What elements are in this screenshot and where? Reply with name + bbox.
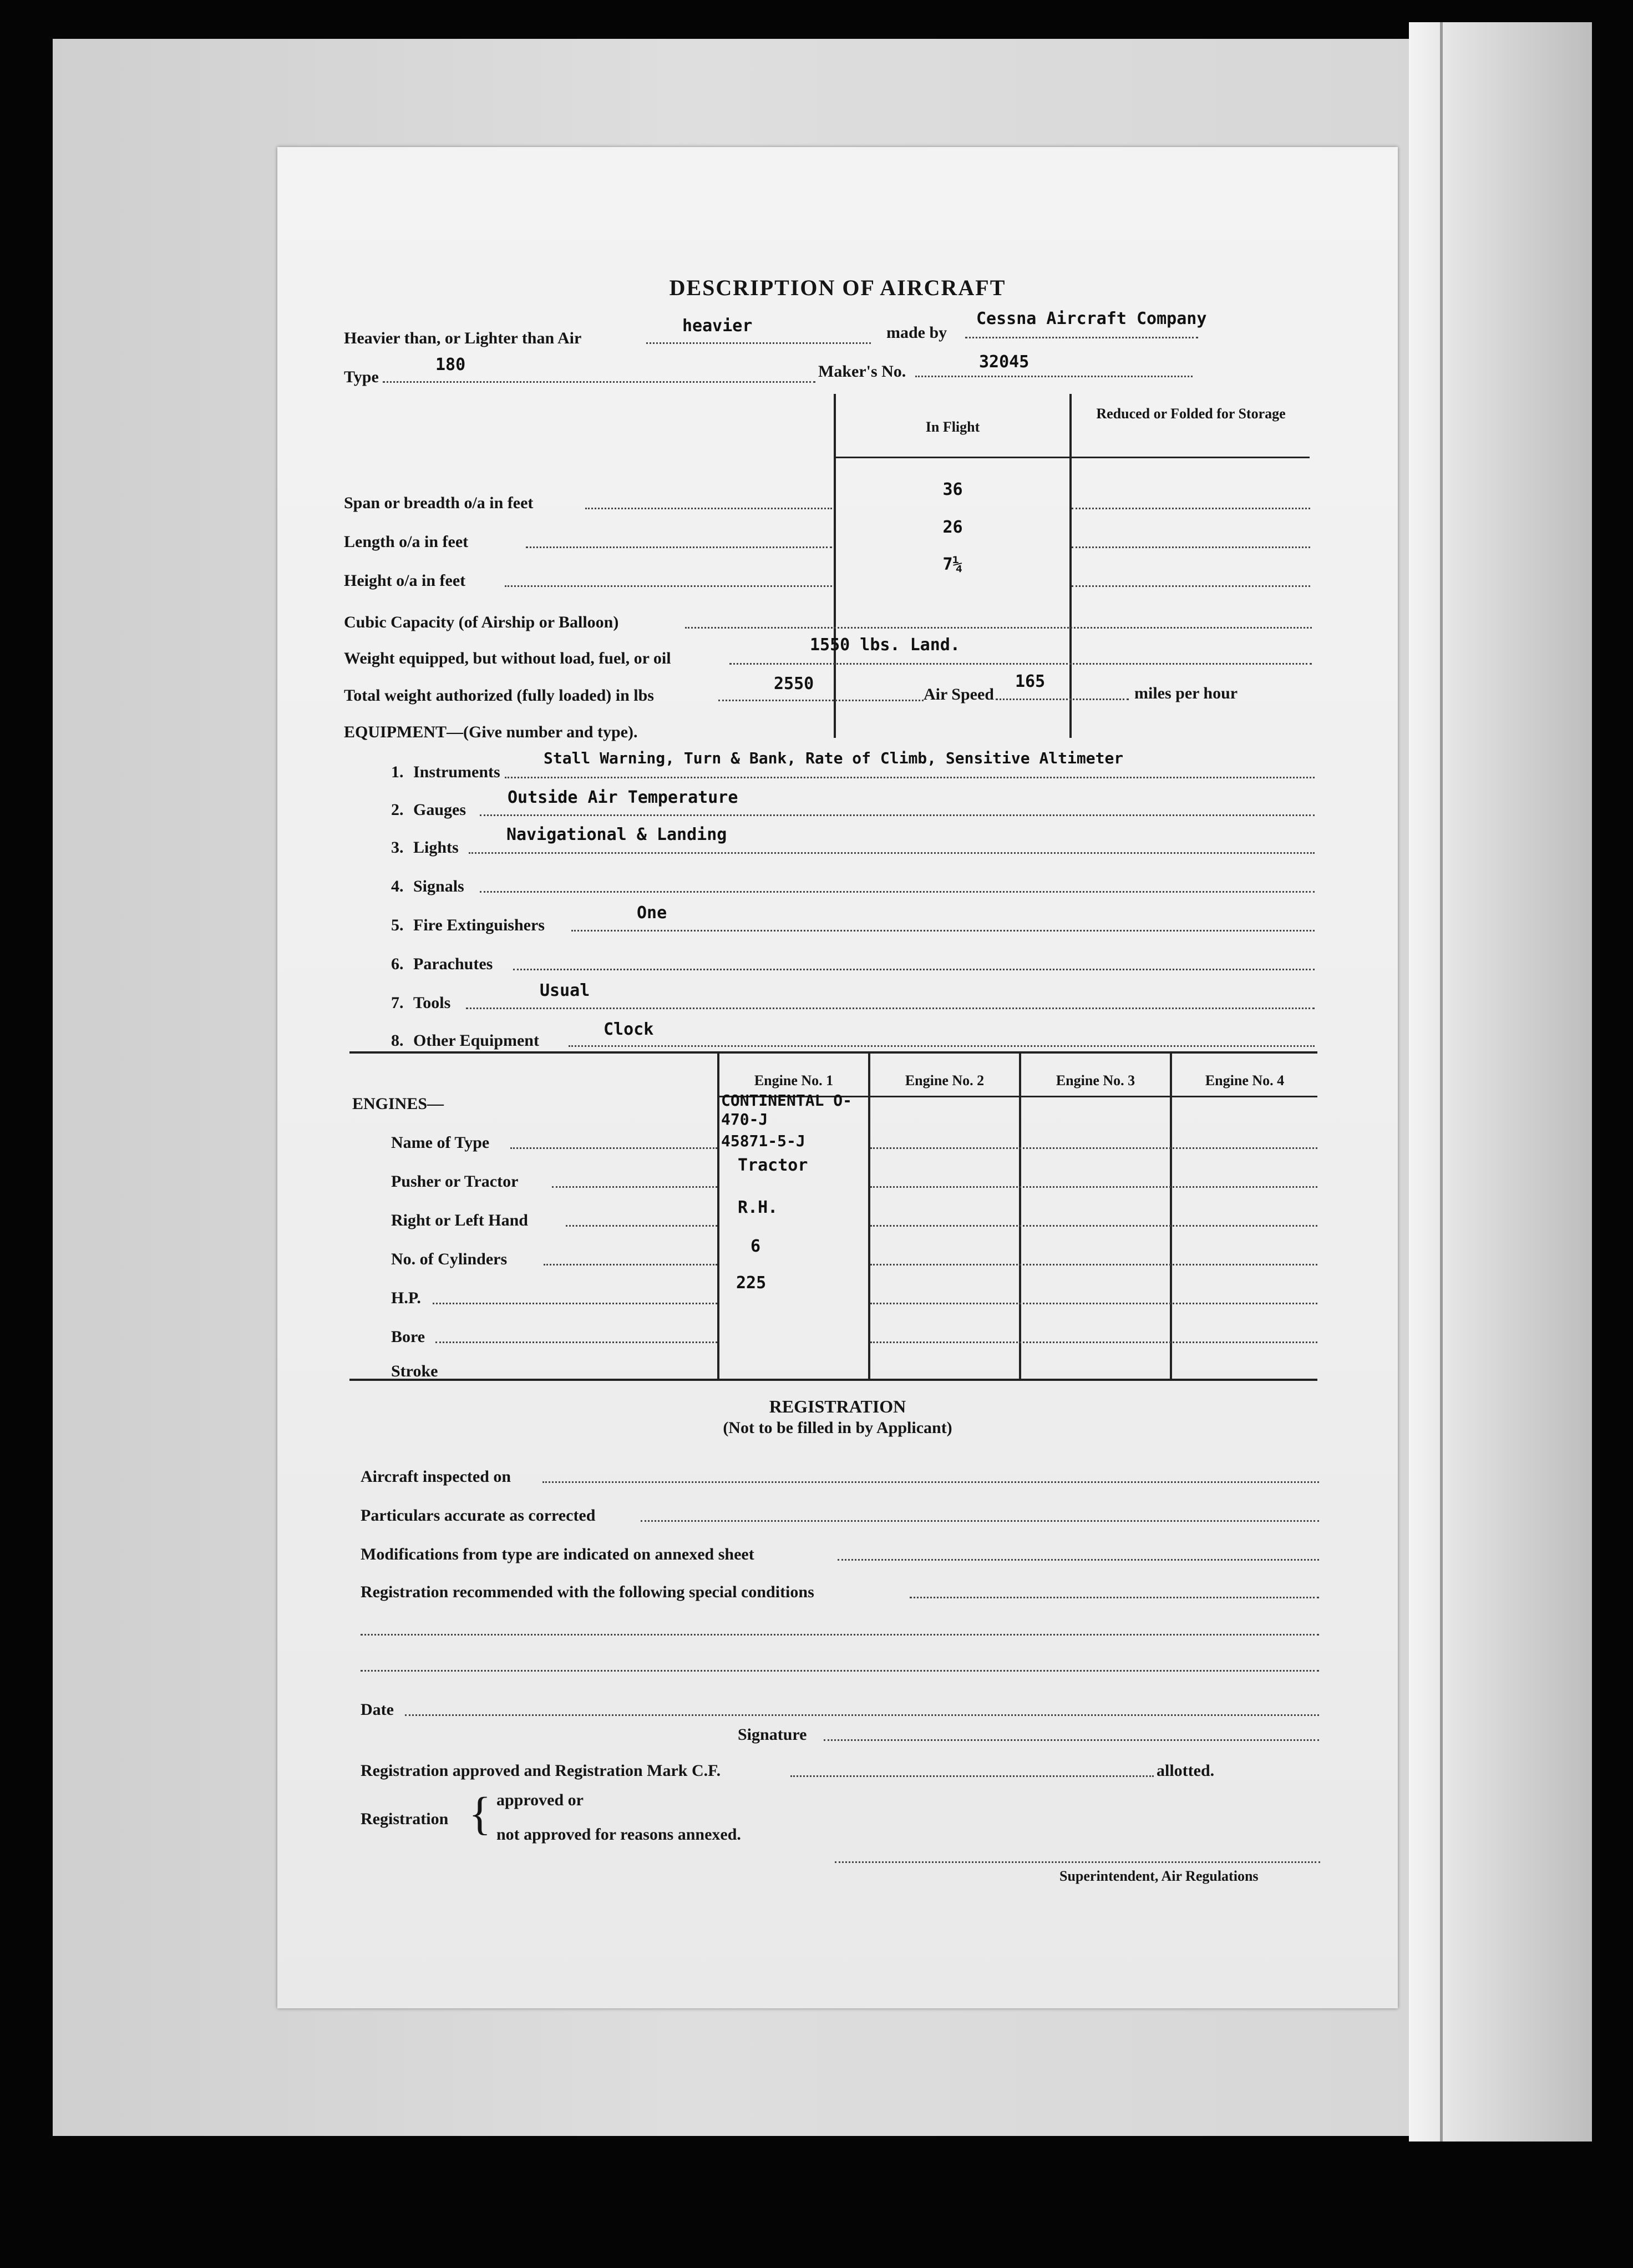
engine1-hp: 225	[736, 1273, 767, 1293]
not-approved-label: not approved for reasons annexed.	[496, 1825, 741, 1844]
equip-num-2: 2.	[391, 801, 404, 819]
cubic-label: Cubic Capacity (of Airship or Balloon)	[344, 613, 619, 631]
engine-row-cylinders: No. of Cylinders	[391, 1250, 508, 1268]
equip-label-tools: Tools	[413, 994, 451, 1012]
heavier-label: Heavier than, or Lighter than Air	[344, 329, 582, 347]
engine-row-hp: H.P.	[391, 1289, 421, 1307]
type-value: 180	[435, 355, 466, 374]
signature-label: Signature	[738, 1725, 807, 1744]
registration-subheading: (Not to be filled in by Applicant)	[723, 1419, 952, 1437]
span-value: 36	[942, 480, 963, 499]
equip-label-other: Other Equipment	[413, 1031, 539, 1050]
mph-label: miles per hour	[1134, 684, 1238, 702]
equipment-heading: EQUIPMENT—(Give number and type).	[344, 723, 638, 741]
engine1-name-of-type: CONTINENTAL O-470-J	[721, 1091, 853, 1128]
engine-row-name-of-type: Name of Type	[391, 1133, 490, 1152]
engine1-right-or-left-hand: R.H.	[738, 1198, 778, 1217]
form-sheet	[277, 147, 1398, 2008]
recommended-label: Registration recommended with the following special conditions	[361, 1583, 814, 1601]
equip-num-3: 3.	[391, 838, 404, 857]
equip-value-lights: Navigational & Landing	[506, 825, 727, 844]
total-weight-value: 2550	[774, 674, 814, 693]
engine-col-3: Engine No. 3	[1056, 1072, 1135, 1089]
made-by-value: Cessna Aircraft Company	[976, 309, 1207, 328]
brace: {	[469, 1788, 491, 1840]
modifications-label: Modifications from type are indicated on annexed sheet	[361, 1545, 754, 1563]
weight-value: 1550 lbs. Land.	[810, 635, 960, 655]
air-speed-value: 165	[1015, 672, 1046, 691]
makers-no-label: Maker's No.	[818, 362, 906, 381]
equip-value-instruments: Stall Warning, Turn & Bank, Rate of Climb, Sensitive Altimeter	[544, 749, 1124, 767]
engine-col-2: Engine No. 2	[905, 1072, 985, 1089]
length-label: Length o/a in feet	[344, 533, 469, 551]
equip-label-gauges: Gauges	[413, 801, 466, 819]
engine-row-right-or-left-hand: Right or Left Hand	[391, 1211, 528, 1229]
approved-mark-label: Registration approved and Registration Mark C.F.	[361, 1761, 721, 1780]
equip-num-6: 6.	[391, 955, 404, 973]
registration-label: Registration	[361, 1810, 449, 1828]
col-folded: Reduced or Folded for Storage	[1096, 406, 1286, 422]
length-value: 26	[942, 518, 963, 537]
superintendent-label: Superintendent, Air Regulations	[1059, 1868, 1259, 1884]
right-binding-strip	[1409, 22, 1592, 2142]
equip-value-tools: Usual	[540, 981, 590, 1000]
equip-label-signals: Signals	[413, 877, 464, 895]
col-in-flight: In Flight	[925, 419, 980, 435]
engine-row-bore: Bore	[391, 1328, 425, 1346]
equip-value-other: Clock	[604, 1020, 654, 1039]
made-by-label: made by	[886, 323, 947, 342]
type-label: Type	[344, 368, 379, 386]
equip-label-lights: Lights	[413, 838, 459, 857]
equip-value-gauges: Outside Air Temperature	[508, 788, 738, 807]
span-label: Span or breadth o/a in feet	[344, 494, 534, 512]
total-weight-label: Total weight authorized (fully loaded) in lbs	[344, 686, 654, 705]
engine1-pusher-or-tractor: Tractor	[738, 1156, 808, 1175]
engine1-cylinders: 6	[750, 1237, 761, 1256]
makers-no-value: 32045	[979, 352, 1030, 372]
registration-heading: REGISTRATION	[769, 1396, 906, 1416]
inspected-label: Aircraft inspected on	[361, 1467, 511, 1486]
equip-label-parachutes: Parachutes	[413, 955, 493, 973]
accurate-label: Particulars accurate as corrected	[361, 1506, 596, 1525]
equip-label-fire-extinguishers: Fire Extinguishers	[413, 916, 545, 934]
date-label: Date	[361, 1700, 394, 1719]
engine-row-stroke: Stroke	[391, 1362, 438, 1380]
equip-value-fire-extinguishers: One	[637, 903, 667, 923]
approved-or-label: approved or	[496, 1791, 584, 1809]
equip-num-7: 7.	[391, 994, 404, 1012]
form-title: DESCRIPTION OF AIRCRAFT	[669, 275, 1006, 300]
heavier-value: heavier	[682, 316, 753, 336]
equip-num-4: 4.	[391, 877, 404, 895]
engine-col-4: Engine No. 4	[1205, 1072, 1285, 1089]
equip-num-8: 8.	[391, 1031, 404, 1050]
equip-num-1: 1.	[391, 763, 404, 781]
height-label: Height o/a in feet	[344, 571, 466, 590]
equip-label-instruments: Instruments	[413, 763, 500, 781]
air-speed-label: Air Speed	[924, 685, 994, 703]
engine-col-1: Engine No. 1	[754, 1072, 834, 1089]
engine1-serial: 45871-5-J	[721, 1132, 805, 1150]
weight-label: Weight equipped, but without load, fuel, or oil	[344, 649, 671, 667]
engines-heading: ENGINES—	[352, 1095, 444, 1113]
equip-num-5: 5.	[391, 916, 404, 934]
allotted-label: allotted.	[1157, 1761, 1215, 1780]
engine-row-pusher-or-tractor: Pusher or Tractor	[391, 1172, 519, 1191]
height-value: 7¼	[942, 555, 963, 574]
